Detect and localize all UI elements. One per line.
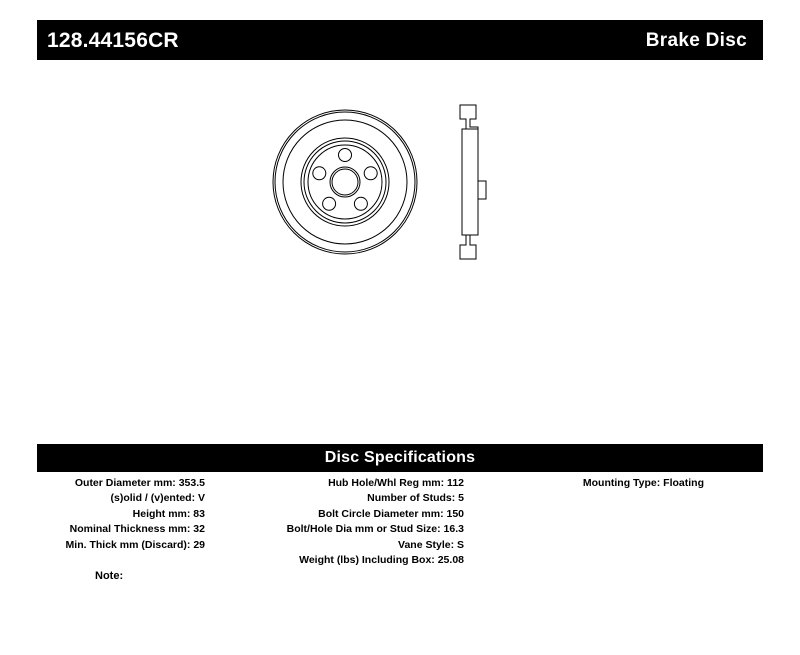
rotor-center-bore-inner: [332, 169, 358, 195]
rotor-hat-edge: [304, 141, 386, 223]
note-label: Note:: [95, 570, 124, 582]
disc-drawing: [250, 85, 570, 285]
stud-hole: [313, 167, 326, 180]
spec-column-left: [20, 476, 205, 553]
spec-column-middle: [214, 476, 464, 568]
page-title: Brake Disc: [645, 29, 747, 51]
rotor-outer-edge-inner: [275, 112, 415, 252]
spec-column-right: [474, 476, 704, 491]
spec-item: Mounting Type: Floating: [582, 477, 704, 489]
stud-hole: [323, 197, 336, 210]
spec-item: Nominal Thickness mm: 32: [69, 523, 205, 536]
header-bar: [37, 20, 763, 60]
spec-item: (s)olid / (v)ented: V: [110, 492, 205, 505]
spec-item: Bolt/Hole Dia mm or Stud Size: 16.3: [286, 523, 464, 536]
stud-hole: [364, 167, 377, 180]
spec-item: Hub Hole/Whl Reg mm: 112: [328, 477, 464, 489]
spec-item: Height mm: 83: [132, 507, 205, 520]
spec-item: Outer Diameter mm: 353.5: [74, 477, 205, 489]
part-number: 128.44156CR: [47, 28, 179, 52]
stud-hole: [339, 149, 352, 162]
stud-hole: [354, 197, 367, 210]
spec-item: Vane Style: S: [398, 538, 464, 551]
spec-item: Bolt Circle Diameter mm: 150: [318, 507, 464, 520]
rotor-friction-inner: [301, 138, 389, 226]
rotor-section-view: [460, 105, 486, 259]
spec-header-bar: [37, 444, 763, 472]
spec-section-title: Disc Specifications: [324, 449, 476, 466]
rotor-hat-edge-2: [308, 145, 382, 219]
spec-item: Min. Thick mm (Discard): 29: [65, 538, 205, 551]
spec-item: Number of Studs: 5: [367, 492, 464, 505]
rotor-outer-edge: [273, 110, 417, 254]
spec-item: Weight (lbs) Including Box: 25.08: [299, 554, 464, 567]
rotor-center-bore: [330, 167, 360, 197]
rotor-illustration: [250, 85, 570, 285]
rotor-friction-edge: [283, 120, 407, 244]
